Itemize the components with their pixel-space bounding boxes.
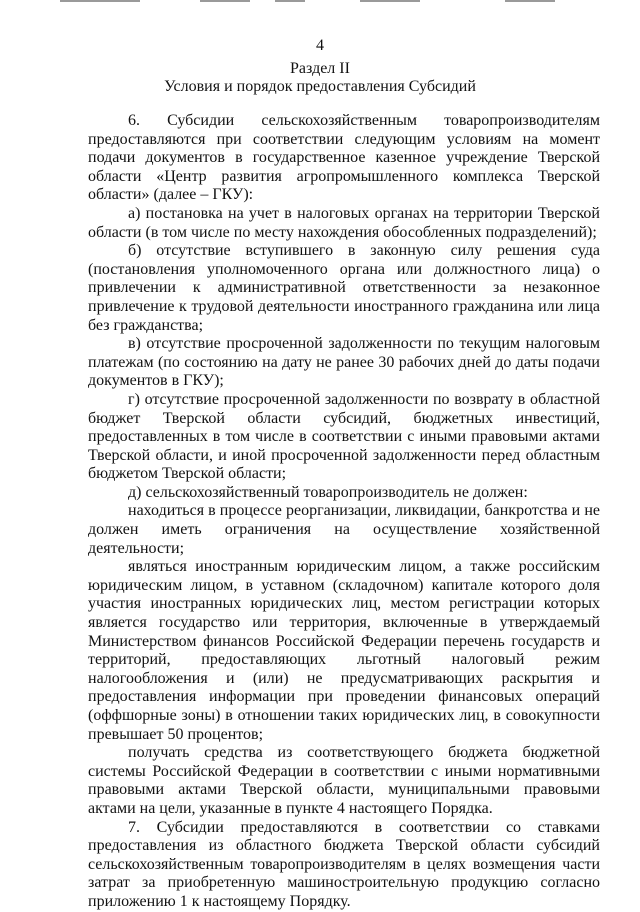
- scan-edge-mark: [505, 0, 555, 2]
- scan-edge-mark: [275, 0, 305, 2]
- page-top-edge: [0, 0, 640, 3]
- document-body: [88, 112, 600, 912]
- scan-edge-mark: [200, 0, 250, 2]
- condition-d-item-3: получать средства из соответствующего бюджета бюджетной системы Российской Федерации в соответствии с иными нормативными правовыми актами Тверской области, муниципальными правовыми актами на цели, указанные в пункте 4 настоящего Порядка.: [88, 744, 600, 817]
- condition-d-item-1: находиться в процессе реорганизации, ликвидации, банкротства и не должен иметь ограничения на осуществление хозяйственной деятельности;: [88, 502, 600, 557]
- condition-d: д) сельскохозяйственный товаропроизводитель не должен:: [128, 483, 528, 501]
- condition-a: а) постановка на учет в налоговых органах на территории Тверской области (в том числе по месту нахождения обособленных подразделений);: [88, 204, 600, 241]
- condition-b: б) отсутствие вступившего в законную силу решения суда (постановления уполномоченного органа или должностного лица) о привлечении к административной ответственности за незаконное привлечение к трудовой деятельности иностранного гражданина или лица без гражданства;: [88, 242, 600, 334]
- scan-edge-mark: [60, 0, 140, 2]
- condition-v: в) отсутствие просроченной задолженности по текущим налоговым платежам (по состоянию на дату не ранее 30 рабочих дней до даты подачи документов в ГКУ);: [88, 335, 600, 390]
- section-title: Раздел II: [290, 60, 350, 77]
- condition-g: г) отсутствие просроченной задолженности по возврату в областной бюджет Тверской области субсидий, бюджетных инвестиций, предоставленных в том числе в соответствии с иными правовыми актами Тверской области, и иной просроченной задолженности перед областным бюджетом Тверской области;: [88, 390, 600, 483]
- paragraph-6: 6. Субсидии сельскохозяйственным товаропроизводителям предоставляются при соответствии следующим условиям на момент подачи документов в государственное казенное учреждение Тверской области «Центр развития агропромышленного комплекса Тверской области» (далее – ГКУ):: [88, 112, 600, 204]
- paragraph-7: 7. Субсидии предоставляются в соответствии со ставками предоставления из областного бюджета Тверской области субсидий сельскохозяйственным товаропроизводителям в целях возмещения части затрат за приобретенную машиностроительную продукцию согласно приложению 1 к настоящему Порядку.: [88, 818, 600, 910]
- scan-edge-mark: [360, 0, 420, 2]
- condition-d-item-2: являться иностранным юридическим лицом, а также российским юридическим лицом, в уставном (складочном) капитале которого доля участия иностранных юридических лиц, местом регистрации которых является государство или территория, включенные в утверждаемый Министерством финансов Российской Федерации перечень государств и территорий, предоставляющих льготный налоговый режим налогообложения и (или) не предусматривающих раскрытия и предоставления информации при проведении финансовых операций (оффшорные зоны) в отношении таких юридических лиц, в совокупности превышает 50 процентов;: [88, 558, 600, 743]
- section-subtitle: Условия и порядок предоставления Субсидий: [164, 78, 476, 95]
- page-number: 4: [316, 37, 324, 54]
